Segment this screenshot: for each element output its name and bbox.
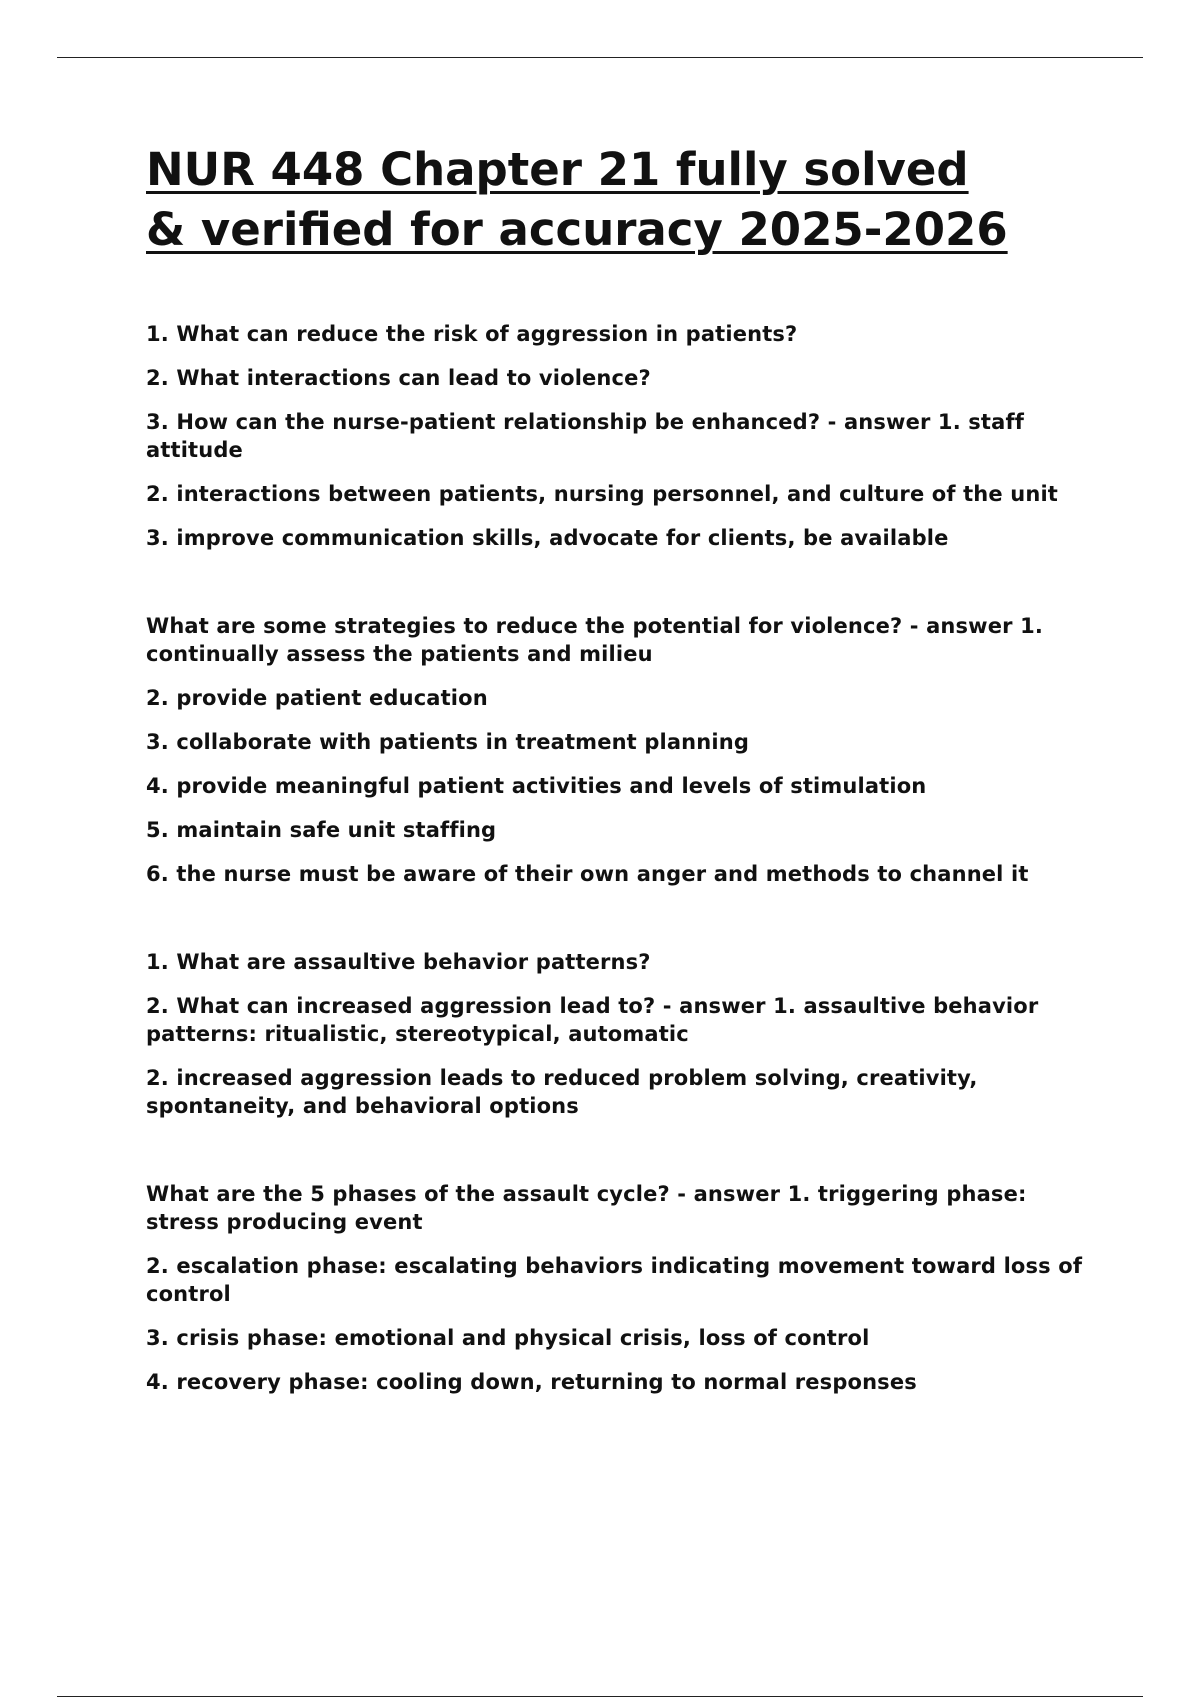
qa-line: 2. What interactions can lead to violence? bbox=[146, 366, 651, 390]
qa-line: 2. escalation phase: escalating behaviors indicating movement toward loss of control bbox=[146, 1254, 1083, 1306]
qa-section-4 bbox=[146, 1180, 1086, 1396]
bottom-rule bbox=[57, 1696, 1143, 1697]
qa-line: 3. How can the nurse-patient relationship be enhanced? - answer 1. staff attitude bbox=[146, 410, 1025, 462]
qa-section-3 bbox=[146, 948, 1086, 1120]
qa-line: 6. the nurse must be aware of their own anger and methods to channel it bbox=[146, 862, 1029, 886]
qa-line: 3. improve communication skills, advocate for clients, be available bbox=[146, 526, 949, 550]
title-line-2: & verified for accuracy 2025-2026 bbox=[146, 203, 1008, 256]
qa-line: 4. provide meaningful patient activities and levels of stimulation bbox=[146, 774, 927, 798]
qa-line: 2. interactions between patients, nursing personnel, and culture of the unit bbox=[146, 482, 1059, 506]
document-title bbox=[146, 140, 1086, 260]
qa-section-2 bbox=[146, 612, 1086, 888]
qa-line: What are some strategies to reduce the potential for violence? - answer 1. continually assess the patients and milieu bbox=[146, 614, 1043, 666]
qa-line: 1. What are assaultive behavior patterns? bbox=[146, 950, 651, 974]
qa-section-1 bbox=[146, 320, 1086, 552]
document-body bbox=[146, 140, 1086, 1396]
qa-line: 2. provide patient education bbox=[146, 686, 488, 710]
qa-line: 5. maintain safe unit staffing bbox=[146, 818, 497, 842]
qa-line: 3. crisis phase: emotional and physical crisis, loss of control bbox=[146, 1326, 870, 1350]
qa-line: 3. collaborate with patients in treatment planning bbox=[146, 730, 750, 754]
qa-line: 1. What can reduce the risk of aggression in patients? bbox=[146, 322, 798, 346]
qa-line: 4. recovery phase: cooling down, returning to normal responses bbox=[146, 1370, 917, 1394]
title-line-1: NUR 448 Chapter 21 fully solved bbox=[146, 143, 969, 196]
qa-line: What are the 5 phases of the assault cycle? - answer 1. triggering phase: stress producing event bbox=[146, 1182, 1027, 1234]
qa-line: 2. increased aggression leads to reduced problem solving, creativity, spontaneity, and behavioral options bbox=[146, 1066, 978, 1118]
top-rule bbox=[57, 57, 1143, 58]
qa-line: 2. What can increased aggression lead to? - answer 1. assaultive behavior patterns: ritualistic, stereotypical, automatic bbox=[146, 994, 1039, 1046]
